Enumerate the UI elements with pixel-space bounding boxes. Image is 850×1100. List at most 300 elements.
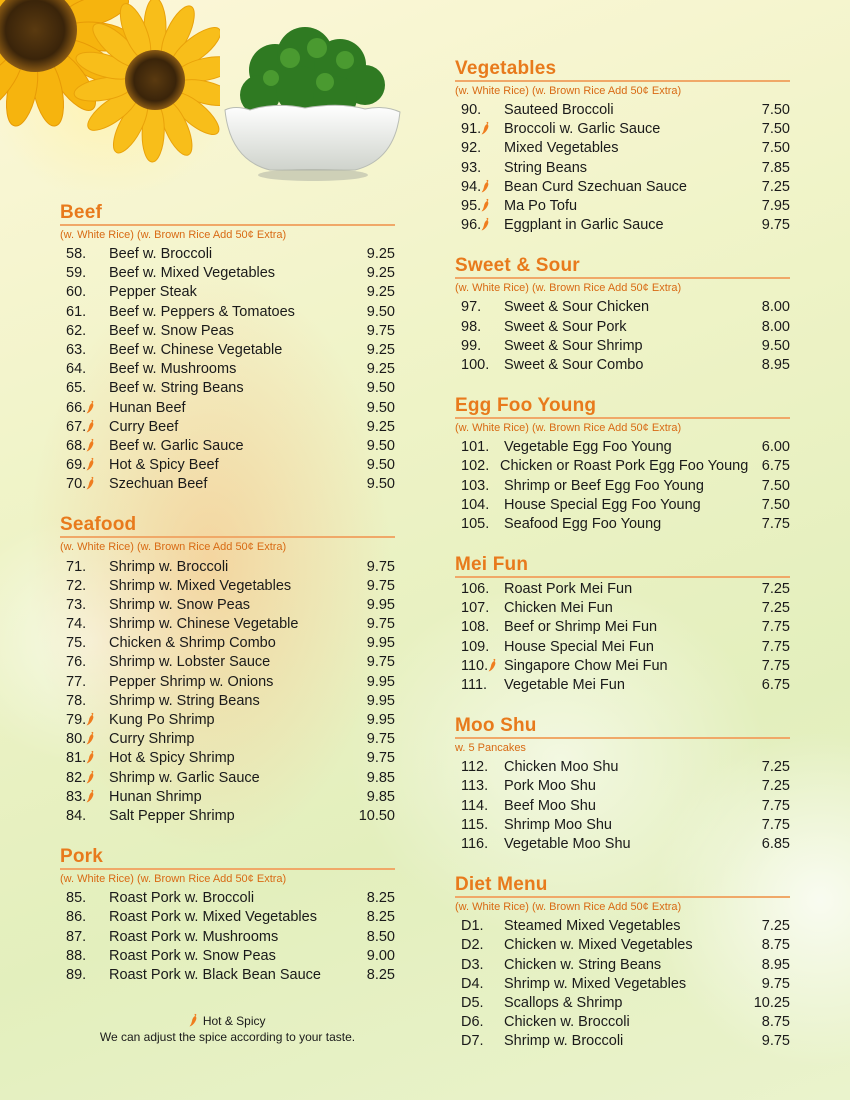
section-title: Beef: [60, 202, 102, 223]
item-name: Sweet & Sour Shrimp: [504, 337, 643, 354]
item-number: [455, 835, 504, 854]
item-name: Mixed Vegetables: [504, 140, 619, 157]
item-number: [60, 692, 109, 711]
item-number: [60, 749, 109, 768]
menu-item: [455, 515, 790, 534]
item-name: Sweet & Sour Combo: [504, 356, 644, 373]
item-number: [60, 360, 109, 379]
item-price: 9.50: [761, 337, 790, 354]
item-price: 7.50: [761, 477, 790, 494]
item-number-text: 85.: [66, 890, 87, 907]
item-price: 9.75: [761, 1033, 790, 1050]
section-title: Seafood: [60, 514, 137, 536]
item-price: 6.00: [761, 439, 790, 456]
item-number-text: 104.: [461, 496, 490, 513]
item-name: Roast Pork w. Snow Peas: [109, 947, 276, 964]
item-price: 9.75: [761, 975, 790, 992]
menu-item: [455, 994, 790, 1013]
item-name: Shrimp w. Chinese Vegetable: [109, 616, 299, 633]
item-number: [60, 322, 109, 341]
chili-pepper-icon: [480, 217, 491, 231]
item-price: 8.95: [761, 356, 790, 373]
item-number: [60, 418, 109, 437]
item-price: 8.95: [761, 956, 790, 973]
chili-pepper-icon: [85, 731, 96, 745]
item-number: [60, 673, 109, 692]
menu-item: [455, 758, 790, 777]
menu-item: [455, 936, 790, 955]
menu-item: [60, 889, 395, 908]
item-number-text: 88.: [66, 947, 87, 964]
item-number-text: 76.: [66, 654, 87, 671]
chili-pepper-icon: [480, 121, 491, 135]
item-price: 7.95: [761, 198, 790, 215]
item-number: [455, 457, 500, 476]
item-number-text: 94.: [461, 178, 482, 195]
menu-item: [60, 947, 395, 966]
item-price: 10.50: [358, 807, 395, 824]
item-number-text: 87.: [66, 928, 87, 945]
chili-pepper-icon: [85, 750, 96, 764]
item-number-text: 74.: [66, 616, 87, 633]
item-number-text: D4.: [461, 975, 484, 992]
item-name: Vegetable Egg Foo Young: [504, 439, 672, 456]
item-number-text: 110.: [461, 657, 489, 674]
section-note: (w. White Rice) (w. Brown Rice Add 50¢ Extra): [60, 541, 287, 554]
legend-hot-spicy-label: Hot & Spicy: [202, 1014, 266, 1028]
item-number: [60, 634, 109, 653]
item-price: 10.25: [753, 994, 790, 1011]
section-title: Sweet & Sour: [455, 255, 580, 277]
item-name: Roast Pork w. Broccoli: [109, 890, 255, 907]
menu-item: [60, 653, 395, 672]
item-price: 7.75: [761, 816, 790, 833]
item-price: 9.75: [366, 577, 395, 594]
item-number-text: 105.: [461, 515, 490, 532]
item-name: Chicken w. String Beans: [504, 956, 662, 973]
item-name: Shrimp w. Mixed Vegetables: [504, 975, 687, 992]
menu-item: [60, 475, 395, 494]
menu-item: [455, 159, 790, 178]
menu-item: [60, 245, 395, 264]
item-name: Chicken & Shrimp Combo: [109, 635, 276, 652]
section-note: (w. White Rice) (w. Brown Rice Add 50¢ Extra): [60, 873, 287, 886]
menu-item: [455, 676, 790, 695]
item-number-text: D2.: [461, 937, 484, 954]
item-number: [60, 653, 109, 672]
menu-item: [60, 711, 395, 730]
section-divider: [455, 277, 790, 279]
menu-item: [60, 730, 395, 749]
section-divider: [455, 417, 790, 419]
item-number-text: 58.: [66, 246, 87, 263]
item-price: 6.85: [761, 835, 790, 852]
section-seafood: [60, 514, 395, 826]
item-number-text: D6.: [461, 1014, 484, 1031]
section-title: Pork: [60, 846, 104, 868]
item-price: 9.25: [366, 246, 395, 263]
item-price: 9.95: [366, 712, 395, 729]
item-price: 7.25: [761, 918, 790, 935]
item-number: [60, 596, 109, 615]
item-number: [455, 515, 504, 534]
item-number: [455, 120, 504, 139]
item-name: Szechuan Beef: [109, 476, 208, 493]
item-name: Chicken w. Mixed Vegetables: [504, 937, 693, 954]
item-price: 7.50: [761, 121, 790, 138]
item-price: 7.25: [761, 600, 790, 617]
menu-item: [455, 777, 790, 796]
section-note: (w. White Rice) (w. Brown Rice Add 50¢ Extra): [455, 422, 682, 435]
item-number-text: 107.: [461, 600, 490, 617]
item-price: 9.85: [366, 788, 395, 805]
item-number: [60, 615, 109, 634]
menu-item: [60, 692, 395, 711]
section-sweet-sour: [455, 255, 790, 375]
item-price: 8.25: [366, 909, 395, 926]
item-number-text: 97.: [461, 299, 482, 316]
item-name: Roast Pork w. Mixed Vegetables: [109, 909, 317, 926]
item-number: [455, 496, 504, 515]
section-mei-fun: [455, 554, 790, 695]
item-name: Chicken Moo Shu: [504, 759, 619, 776]
chili-pepper-icon: [480, 179, 491, 193]
chili-pepper-icon: [85, 419, 96, 433]
menu-item: [60, 807, 395, 826]
item-name: Chicken or Roast Pork Egg Foo Young: [500, 458, 749, 475]
item-number-text: 101.: [461, 439, 490, 456]
item-number-text: 77.: [66, 673, 87, 690]
item-number: [455, 994, 504, 1013]
menu-item: [60, 322, 395, 341]
item-number-text: 66.: [66, 399, 87, 416]
item-name: Beef w. Peppers & Tomatoes: [109, 303, 295, 320]
item-price: 9.25: [366, 342, 395, 359]
item-name: Hunan Beef: [109, 399, 186, 416]
item-number: [60, 456, 109, 475]
item-price: 9.50: [366, 380, 395, 397]
menu-item: [60, 341, 395, 360]
item-name: Seafood Egg Foo Young: [504, 515, 662, 532]
item-number-text: 95.: [461, 198, 482, 215]
item-price: 7.75: [761, 657, 790, 674]
section-moo-shu: [455, 715, 790, 854]
item-price: 9.25: [366, 265, 395, 282]
item-number-text: 108.: [461, 619, 490, 636]
item-number: [455, 618, 504, 637]
item-name: Pepper Shrimp w. Onions: [109, 673, 274, 690]
menu-item: [60, 966, 395, 985]
broccoli-bowl-icon: [205, 10, 420, 185]
item-number: [60, 577, 109, 596]
item-number: [60, 475, 109, 494]
menu-item: [455, 120, 790, 139]
section-divider: [455, 80, 790, 82]
chili-pepper-icon: [85, 789, 96, 803]
item-name: Roast Pork w. Black Bean Sauce: [109, 966, 321, 983]
item-number: [60, 399, 109, 418]
item-price: 9.75: [366, 616, 395, 633]
item-name: Sauteed Broccoli: [504, 102, 614, 119]
item-number: [455, 159, 504, 178]
item-name: Beef w. Mushrooms: [109, 361, 237, 378]
menu-item: [455, 1032, 790, 1051]
item-number: [455, 638, 504, 657]
item-number-text: 98.: [461, 318, 482, 335]
item-number: [60, 303, 109, 322]
item-number: [455, 477, 504, 496]
item-price: 8.25: [366, 966, 395, 983]
spicy-legend: [60, 1013, 395, 1045]
menu-item: [60, 379, 395, 398]
item-number-text: 82.: [66, 769, 87, 786]
item-name: Beef w. Chinese Vegetable: [109, 342, 283, 359]
menu-item: [455, 216, 790, 235]
menu-item: [455, 797, 790, 816]
item-number: [455, 599, 504, 618]
menu-item: [455, 638, 790, 657]
item-number: [60, 264, 109, 283]
item-number-text: D7.: [461, 1033, 484, 1050]
item-name: Kung Po Shrimp: [109, 712, 215, 729]
menu-item: [455, 337, 790, 356]
item-name: Roast Pork w. Mushrooms: [109, 928, 279, 945]
item-name: Shrimp w. Snow Peas: [109, 596, 251, 613]
item-number-text: D5.: [461, 994, 484, 1011]
section-note: w. 5 Pancakes: [455, 742, 526, 755]
item-price: 7.25: [761, 778, 790, 795]
item-number: [60, 711, 109, 730]
item-number: [455, 298, 504, 317]
item-name: Shrimp w. Lobster Sauce: [109, 654, 271, 671]
item-name: Shrimp w. Broccoli: [109, 558, 229, 575]
item-number: [60, 558, 109, 577]
item-name: Vegetable Moo Shu: [504, 835, 631, 852]
menu-item: [60, 303, 395, 322]
menu-item: [60, 264, 395, 283]
item-number: [60, 437, 109, 456]
item-number: [60, 788, 109, 807]
item-number-text: 91.: [461, 121, 482, 138]
item-name: Bean Curd Szechuan Sauce: [504, 178, 687, 195]
item-number: [455, 1013, 504, 1032]
item-number-text: 69.: [66, 457, 87, 474]
section-vegetables: [455, 58, 790, 235]
item-number: [455, 777, 504, 796]
item-number: [60, 908, 109, 927]
item-name: Sweet & Sour Pork: [504, 318, 627, 335]
chili-pepper-icon: [85, 712, 96, 726]
item-number: [455, 580, 504, 599]
item-name: House Special Mei Fun: [504, 638, 654, 655]
item-price: 7.75: [761, 797, 790, 814]
item-number-text: 100.: [461, 356, 490, 373]
item-name: Steamed Mixed Vegetables: [504, 918, 681, 935]
section-title: Diet Menu: [455, 874, 548, 896]
item-price: 7.25: [761, 581, 790, 598]
item-number-text: 112.: [461, 759, 489, 776]
item-number: [455, 1032, 504, 1051]
section-beef: [60, 202, 395, 494]
item-name: Pork Moo Shu: [504, 778, 596, 795]
menu-item: [455, 816, 790, 835]
item-number: [60, 341, 109, 360]
menu-item: [455, 917, 790, 936]
item-number: [455, 139, 504, 158]
menu-item: [455, 580, 790, 599]
item-name: Salt Pepper Shrimp: [109, 807, 235, 824]
item-name: Pepper Steak: [109, 284, 197, 301]
item-number-text: 99.: [461, 337, 482, 354]
menu-item: [60, 577, 395, 596]
chili-pepper-icon: [85, 438, 96, 452]
item-price: 9.25: [366, 361, 395, 378]
item-number-text: 65.: [66, 380, 87, 397]
section-diet-menu: [455, 874, 790, 1051]
item-price: 9.85: [366, 769, 395, 786]
item-price: 8.75: [761, 1014, 790, 1031]
chili-pepper-icon: [85, 770, 96, 784]
menu-item: [455, 457, 790, 476]
item-number: [455, 438, 504, 457]
item-number-text: 84.: [66, 807, 87, 824]
item-price: 9.50: [366, 303, 395, 320]
item-name: Roast Pork Mei Fun: [504, 581, 633, 598]
menu-item: [60, 749, 395, 768]
menu-item: [60, 634, 395, 653]
menu-item: [455, 496, 790, 515]
item-number-text: 63.: [66, 342, 87, 359]
item-number-text: 81.: [66, 750, 87, 767]
section-note: (w. White Rice) (w. Brown Rice Add 50¢ Extra): [455, 85, 682, 97]
item-price: 9.25: [366, 418, 395, 435]
item-name: Shrimp w. Broccoli: [504, 1033, 624, 1050]
menu-item: [455, 139, 790, 158]
item-price: 9.00: [366, 947, 395, 964]
menu-item: [60, 437, 395, 456]
item-name: Hot & Spicy Shrimp: [109, 750, 235, 767]
item-price: 9.50: [366, 476, 395, 493]
item-price: 9.75: [366, 322, 395, 339]
item-name: Curry Shrimp: [109, 731, 195, 748]
item-price: 9.25: [366, 284, 395, 301]
item-name: Chicken Mei Fun: [504, 600, 613, 617]
item-name: Beef Moo Shu: [504, 797, 596, 814]
section-pork: [60, 846, 395, 985]
item-name: Beef w. Mixed Vegetables: [109, 265, 276, 282]
item-price: 8.00: [761, 299, 790, 316]
menu-item: [60, 360, 395, 379]
menu-item: [60, 908, 395, 927]
sunflower-icon: [0, 0, 220, 190]
item-price: 7.25: [761, 759, 790, 776]
item-number-text: 92.: [461, 140, 482, 157]
item-number-text: 64.: [66, 361, 87, 378]
menu-item: [60, 769, 395, 788]
item-number: [60, 928, 109, 947]
item-number: [455, 917, 504, 936]
item-number-text: 90.: [461, 102, 482, 119]
right-column: [455, 58, 790, 1071]
item-number: [60, 947, 109, 966]
menu-item: [455, 438, 790, 457]
item-number: [455, 816, 504, 835]
section-note: (w. White Rice) (w. Brown Rice Add 50¢ Extra): [455, 282, 682, 295]
item-number: [455, 337, 504, 356]
item-price: 9.50: [366, 437, 395, 454]
item-number-text: 89.: [66, 966, 87, 983]
item-name: Hunan Shrimp: [109, 788, 202, 805]
menu-item: [455, 599, 790, 618]
chili-pepper-icon: [85, 476, 96, 490]
item-number: [455, 216, 504, 235]
item-price: 9.50: [366, 457, 395, 474]
menu-item: [60, 615, 395, 634]
menu-item: [455, 356, 790, 375]
menu-item: [60, 927, 395, 946]
menu-item: [455, 197, 790, 216]
menu-item: [455, 975, 790, 994]
menu-item: [60, 456, 395, 475]
item-name: Beef w. Garlic Sauce: [109, 437, 244, 454]
item-name: House Special Egg Foo Young: [504, 496, 701, 513]
item-number-text: 114.: [461, 797, 489, 814]
item-price: 9.75: [761, 217, 790, 234]
item-price: 7.50: [761, 496, 790, 513]
item-price: 9.75: [366, 654, 395, 671]
item-price: 7.50: [761, 102, 790, 119]
item-price: 9.75: [366, 750, 395, 767]
item-price: 7.75: [761, 619, 790, 636]
menu-item: [60, 418, 395, 437]
menu-item: [455, 618, 790, 637]
item-number: [455, 101, 504, 120]
item-price: 9.75: [366, 558, 395, 575]
item-number-text: 106.: [461, 581, 490, 598]
item-price: 7.50: [761, 140, 790, 157]
item-number: [455, 657, 504, 676]
item-number: [455, 975, 504, 994]
menu-item: [455, 318, 790, 337]
item-name: Beef w. Broccoli: [109, 246, 213, 263]
item-price: 7.85: [761, 159, 790, 176]
item-price: 6.75: [761, 458, 790, 475]
item-price: 9.95: [366, 635, 395, 652]
item-name: Beef or Shrimp Mei Fun: [504, 619, 658, 636]
item-name: Hot & Spicy Beef: [109, 457, 219, 474]
item-name: Beef w. String Beans: [109, 380, 244, 397]
item-number: [455, 936, 504, 955]
item-number: [455, 956, 504, 975]
item-name: Curry Beef: [109, 418, 179, 435]
item-price: 7.75: [761, 515, 790, 532]
menu-item: [60, 596, 395, 615]
item-number: [455, 797, 504, 816]
item-number: [455, 676, 504, 695]
item-number-text: D1.: [461, 918, 484, 935]
item-number-text: D3.: [461, 956, 484, 973]
item-name: Ma Po Tofu: [504, 198, 578, 215]
item-price: 8.00: [761, 318, 790, 335]
chili-pepper-icon: [480, 198, 491, 212]
section-divider: [60, 224, 395, 226]
menu-item: [455, 955, 790, 974]
item-price: 9.95: [366, 692, 395, 709]
chili-pepper-icon: [188, 1013, 199, 1027]
item-number-text: 86.: [66, 909, 87, 926]
item-number: [60, 889, 109, 908]
item-number: [455, 197, 504, 216]
